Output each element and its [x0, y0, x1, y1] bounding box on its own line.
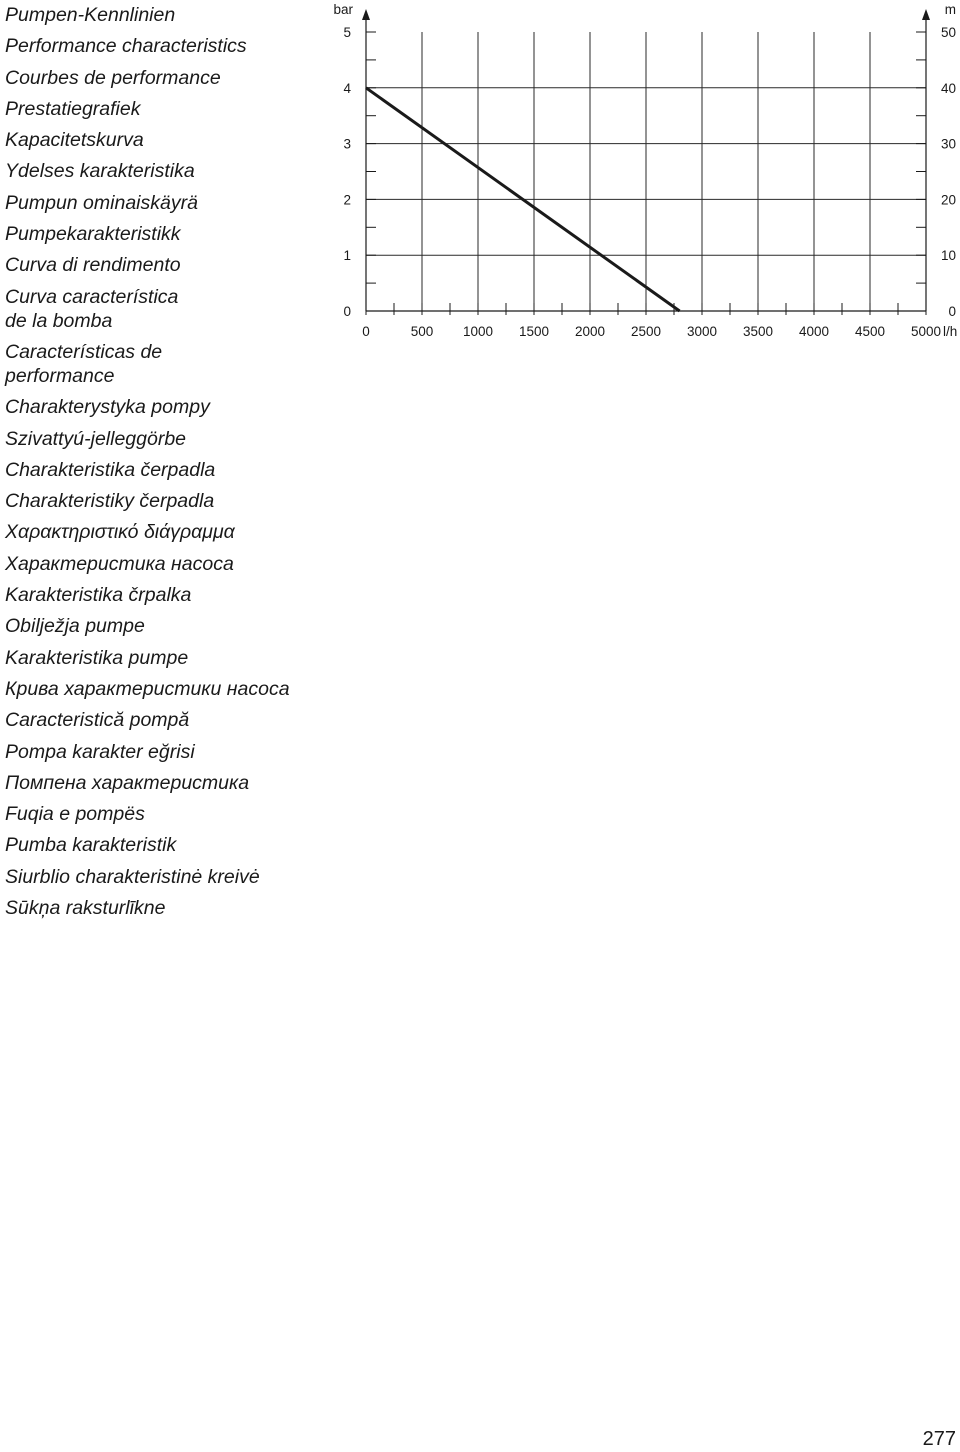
x-tick-label: 1000 — [462, 324, 494, 339]
title-item: Szivattyú-jelleggörbe — [5, 427, 187, 450]
performance-chart — [0, 0, 960, 360]
title-item: Χαρακτηριστικό διάγραμμα — [5, 521, 235, 544]
title-item: Помпена характеристика — [5, 771, 250, 794]
y-tick-label-right: 30 — [940, 136, 956, 152]
title-item: Pumpekarakteristikk — [5, 223, 181, 246]
x-tick-label: 3500 — [742, 324, 774, 339]
title-item: Fuqia e pompës — [5, 803, 145, 826]
x-tick-label: 1500 — [518, 324, 550, 339]
y-axis-label-right: m — [944, 2, 956, 17]
y-tick-label-right: 0 — [948, 304, 956, 319]
y-tick-label-left: 0 — [343, 304, 351, 319]
title-item: Крива характеристики насоса — [5, 677, 290, 700]
y-tick-label-right: 10 — [940, 248, 956, 264]
title-item: Karakteristika pumpe — [5, 646, 189, 669]
title-item: Características de performance — [5, 340, 163, 387]
y-tick-label-right: 40 — [940, 80, 956, 96]
title-item: Pompa karakter eğrisi — [5, 740, 195, 763]
title-item: Kapacitetskurva — [5, 129, 144, 152]
title-item: Характеристика насоса — [5, 552, 234, 575]
title-item: Curva característica de la bomba — [5, 285, 179, 332]
title-item: Prestatiegrafiek — [5, 97, 141, 120]
title-item: Obilježja pumpe — [5, 615, 145, 638]
y-tick-label-left: 4 — [343, 80, 351, 96]
y-axis-right-arrow — [922, 9, 930, 20]
x-tick-label: 500 — [410, 324, 434, 339]
title-item: Charakterystyka pompy — [5, 396, 210, 419]
x-tick-label: 2000 — [574, 324, 606, 339]
title-item: Charakteristiky čerpadla — [5, 490, 215, 513]
title-item: Performance characteristics — [5, 35, 247, 58]
title-item: Sūkņa raksturlīkne — [5, 897, 166, 920]
title-item: Courbes de performance — [5, 66, 221, 89]
page-number: 277 — [922, 1428, 956, 1450]
title-item: Siurblio charakteristinė kreivė — [5, 865, 260, 888]
y-axis-label-left: bar — [333, 2, 353, 17]
title-item: Pumpen-Kennlinien — [5, 4, 176, 26]
title-item: Charakteristika čerpadla — [5, 458, 216, 481]
title-item: Pumpun ominaiskäyrä — [5, 191, 198, 214]
y-axis-left-arrow — [362, 9, 370, 20]
title-item: Pumba karakteristik — [5, 834, 177, 857]
x-axis-unit-label: l/h — [943, 324, 958, 339]
title-item: Curva di rendimento — [5, 254, 181, 277]
x-tick-label: 2500 — [630, 324, 662, 339]
y-tick-label-left: 5 — [343, 25, 351, 40]
chart-grid — [366, 32, 926, 311]
x-tick-label: 4500 — [854, 324, 886, 339]
x-tick-label: 0 — [362, 324, 370, 339]
x-tick-label: 3000 — [686, 324, 718, 339]
title-item: Caracteristică pompă — [5, 709, 190, 732]
y-tick-label-left: 2 — [343, 192, 351, 208]
title-item: Karakteristika črpalka — [5, 584, 192, 607]
x-tick-label: 4000 — [798, 324, 830, 339]
y-tick-label-right: 20 — [940, 192, 956, 208]
y-tick-label-left: 3 — [343, 136, 351, 152]
x-tick-label: 5000 — [910, 324, 942, 339]
y-tick-label-right: 50 — [940, 25, 956, 40]
y-tick-label-left: 1 — [343, 248, 351, 264]
title-item: Ydelses karakteristika — [5, 160, 195, 183]
